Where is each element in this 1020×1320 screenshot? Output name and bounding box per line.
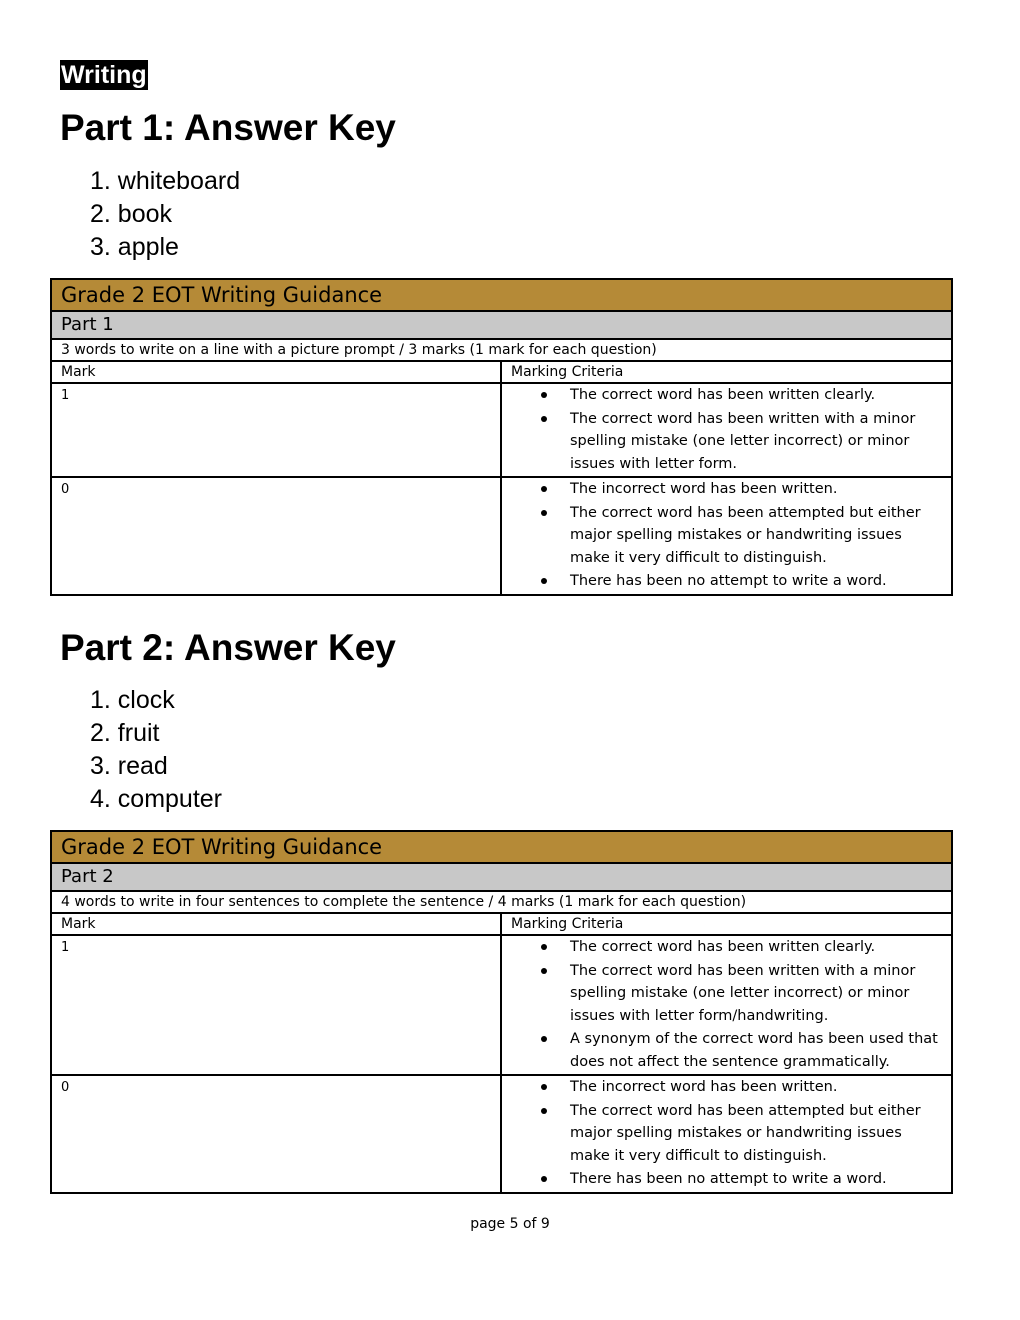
table-heading: Grade 2 EOT Writing Guidance bbox=[51, 279, 952, 311]
criteria-cell bbox=[501, 935, 952, 1075]
table-subheading: Part 2 bbox=[51, 863, 952, 891]
column-header-mark: Mark bbox=[51, 361, 501, 383]
criteria-cell bbox=[501, 1075, 952, 1193]
section-label: Writing bbox=[61, 61, 147, 89]
table-row bbox=[51, 1075, 952, 1193]
table-heading: Grade 2 EOT Writing Guidance bbox=[51, 831, 952, 863]
column-header-mark: Mark bbox=[51, 913, 501, 935]
criteria-item: There has been no attempt to write a word. bbox=[570, 1168, 942, 1191]
criteria-item: The incorrect word has been written. bbox=[570, 1076, 942, 1099]
criteria-cell bbox=[501, 383, 952, 477]
criteria-item: The incorrect word has been written. bbox=[570, 478, 942, 501]
column-header-criteria: Marking Criteria bbox=[501, 361, 952, 383]
criteria-item: The correct word has been attempted but either major spelling mistakes or handwriting issues make it very difficult to distinguish. bbox=[570, 502, 942, 570]
table-row bbox=[51, 383, 952, 477]
part1-title: Part 1: Answer Key bbox=[60, 107, 396, 148]
part1-guidance-table bbox=[50, 278, 953, 596]
mark-value: 1 bbox=[51, 383, 501, 477]
answer-item: 2. book bbox=[90, 200, 173, 228]
table-description: 4 words to write in four sentences to complete the sentence / 4 marks (1 mark for each question) bbox=[51, 891, 952, 913]
page-number: page 5 of 9 bbox=[470, 1216, 550, 1232]
table-subheading: Part 1 bbox=[51, 311, 952, 339]
table-row bbox=[51, 477, 952, 595]
answer-item: 1. whiteboard bbox=[90, 167, 241, 195]
part2-title: Part 2: Answer Key bbox=[60, 627, 396, 668]
column-header-criteria: Marking Criteria bbox=[501, 913, 952, 935]
part1-answer-list bbox=[90, 165, 240, 264]
answer-item: 1. clock bbox=[90, 686, 175, 714]
criteria-item: A synonym of the correct word has been used that does not affect the sentence grammatically. bbox=[570, 1028, 942, 1073]
mark-value: 0 bbox=[51, 477, 501, 595]
answer-item: 3. read bbox=[90, 752, 168, 780]
criteria-item: The correct word has been written clearly. bbox=[570, 936, 942, 959]
answer-item: 4. computer bbox=[90, 785, 223, 813]
criteria-item: The correct word has been written with a minor spelling mistake (one letter incorrect) or minor issues with letter form/handwriting. bbox=[570, 960, 942, 1028]
part2-guidance-table bbox=[50, 830, 953, 1194]
criteria-item: The correct word has been written with a minor spelling mistake (one letter incorrect) or minor issues with letter form. bbox=[570, 408, 942, 476]
criteria-item: The correct word has been attempted but either major spelling mistakes or handwriting issues make it very difficult to distinguish. bbox=[570, 1100, 942, 1168]
criteria-item: The correct word has been written clearly. bbox=[570, 384, 942, 407]
mark-value: 1 bbox=[51, 935, 501, 1075]
part2-answer-list bbox=[90, 684, 222, 816]
table-description: 3 words to write on a line with a picture prompt / 3 marks (1 mark for each question) bbox=[51, 339, 952, 361]
criteria-item: There has been no attempt to write a word. bbox=[570, 570, 942, 593]
criteria-cell bbox=[501, 477, 952, 595]
answer-item: 2. fruit bbox=[90, 719, 160, 747]
mark-value: 0 bbox=[51, 1075, 501, 1193]
answer-item: 3. apple bbox=[90, 233, 179, 261]
table-row bbox=[51, 935, 952, 1075]
